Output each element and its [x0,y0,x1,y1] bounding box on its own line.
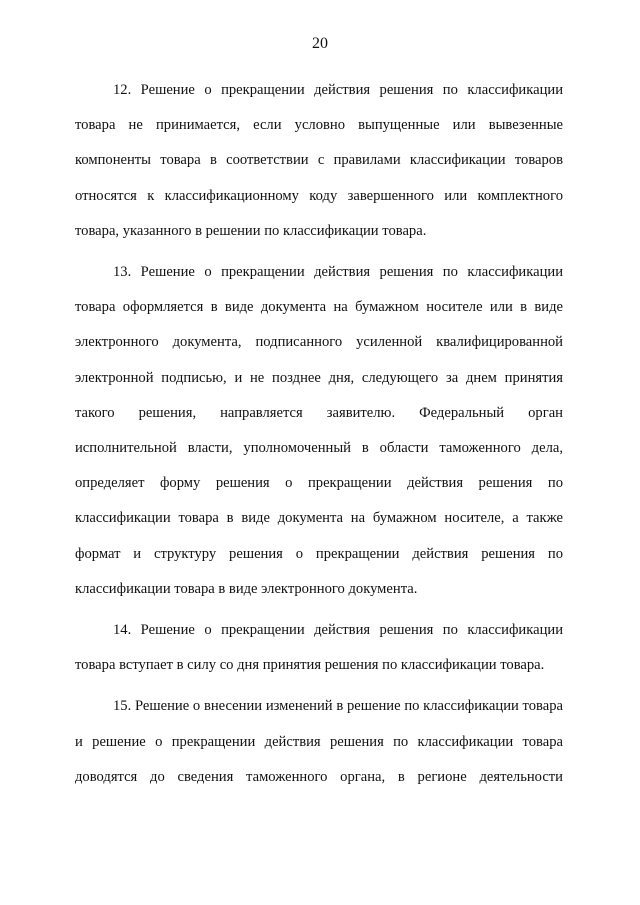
paragraph-14: 14. Решение о прекращении действия решения по классификации товара вступает в силу со дня принятия решения по классификации товара. [75,622,563,674]
paragraph-13: 13. Решение о прекращении действия решения по классификации товара оформляется в виде документа на бумажном носителе или в виде электронного документа, подписанного усиленной квалифицированной электронной подписью, и не позднее дня, следующего за днем принятия такого решения, направляется заявителю. Федеральный орган исполнительной власти, уполномоченный в области таможенного дела, определяет форму решения о прекращении действия решения по классификации товара в виде документа на бумажном носителе, а также формат и структуру решения о прекращении действия решения по классификации товара в виде электронного документа. [75,264,563,597]
document-body [75,73,563,801]
page-number: 20 [312,35,328,52]
paragraph-12: 12. Решение о прекращении действия решения по классификации товара не принимается, если условно выпущенные или вывезенные компоненты товара в соответствии с правилами классификации товаров относятся к классификационному коду завершенного или комплектного товара, указанного в решении по классификации товара. [75,82,563,239]
paragraph-15: 15. Решение о внесении изменений в решение по классификации товара и решение о прекращении действия решения по классификации товара доводятся до сведения таможенного органа, в регионе деятельности [75,698,563,785]
